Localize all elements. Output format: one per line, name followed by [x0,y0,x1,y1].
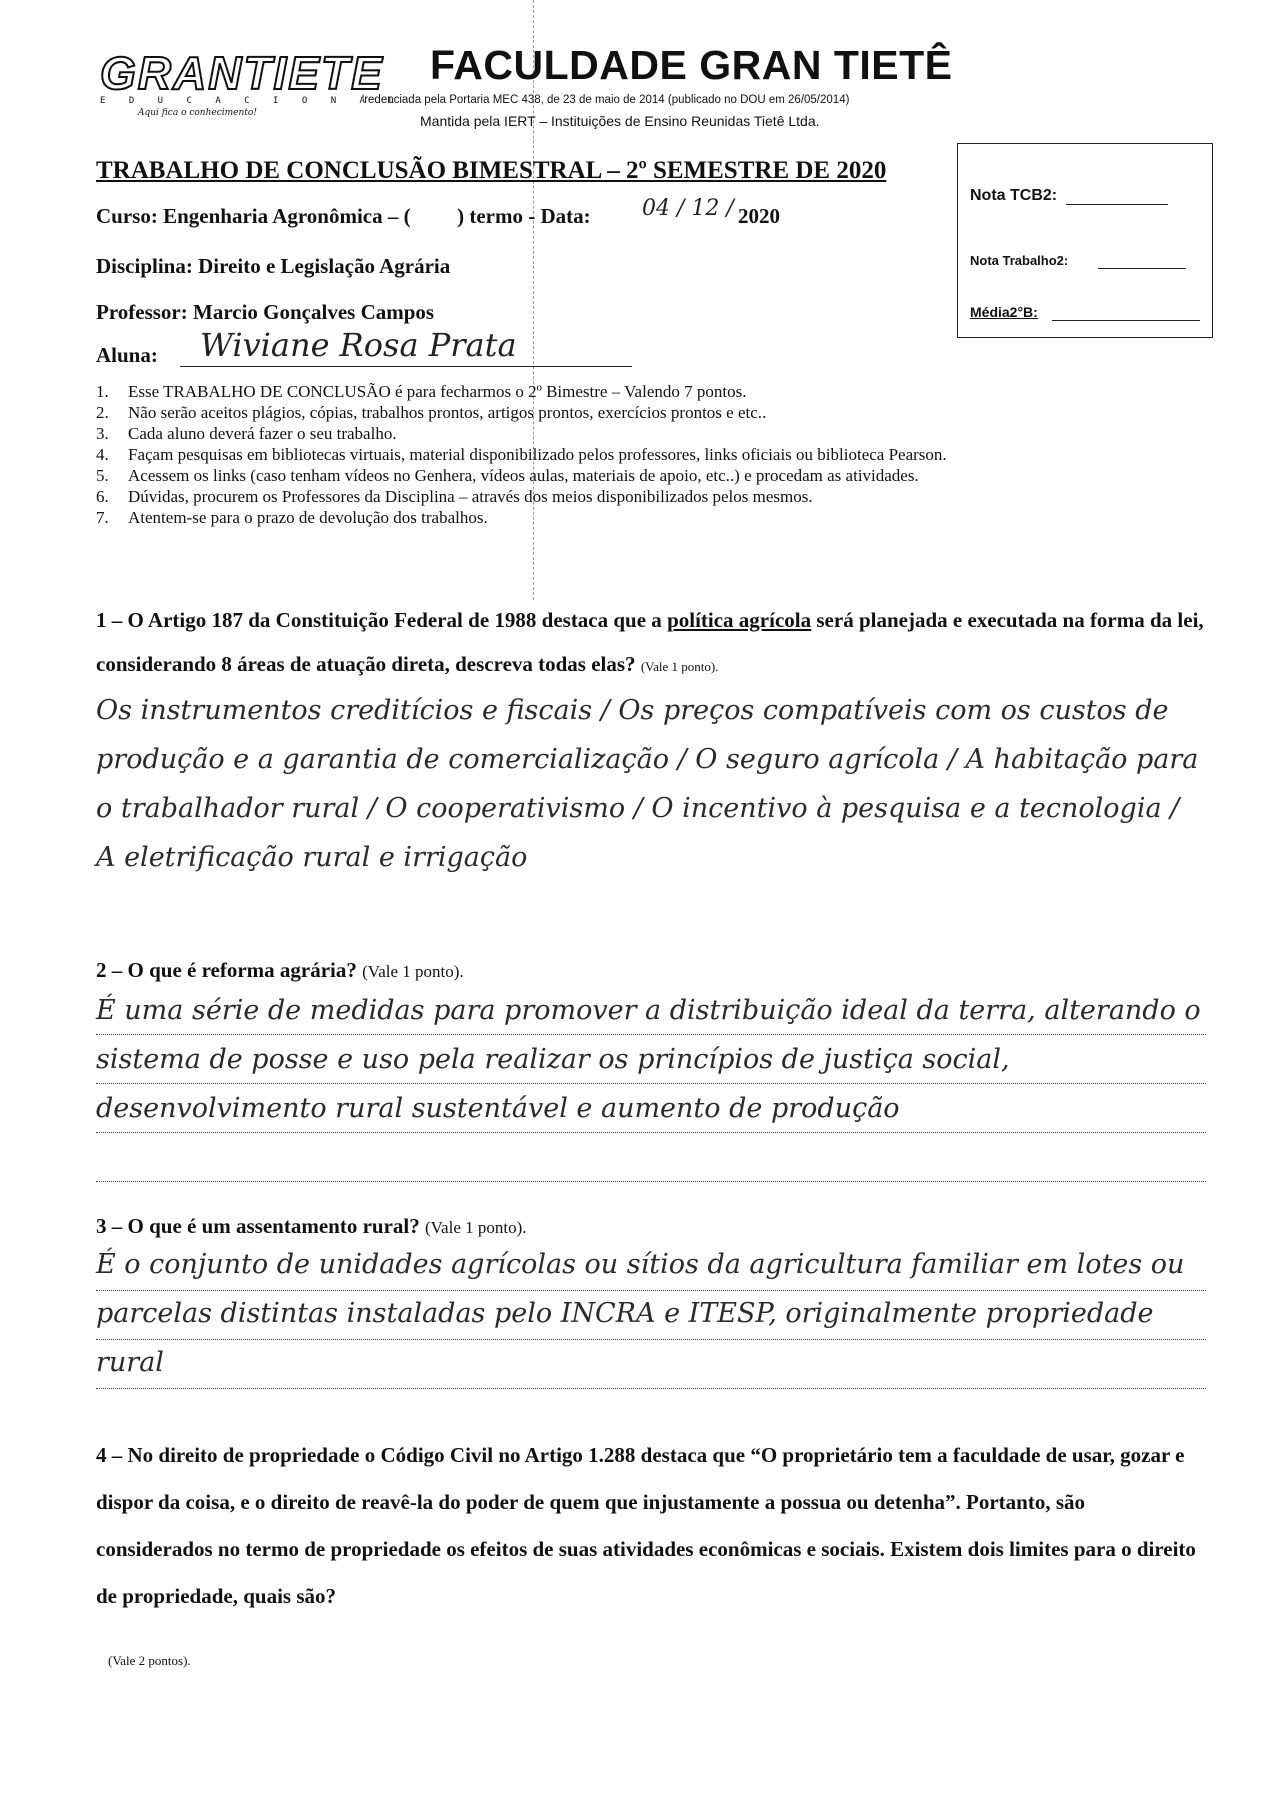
instruction-item: 1. Esse TRABALHO DE CONCLUSÃO é para fecharmos o 2º Bimestre – Valendo 7 pontos. [96,382,747,401]
question-2: 2 – O que é reforma agrária? (Vale 1 ponto). [96,958,464,982]
accreditation-text: 'redenciada pela Portaria MEC 438, de 23 de maio de 2014 (publicado no DOU em 26/05/2014) [362,94,850,106]
answer-3-line [96,1388,1206,1389]
instruction-item: 7. Atentem-se para o prazo de devolução dos trabalhos. [96,508,488,527]
grade-trabalho2-line [1098,268,1186,269]
date-year: 2020 [738,204,780,228]
course-field [96,204,591,229]
question-3-points: (Vale 1 ponto). [425,1218,527,1237]
question-2-points: (Vale 1 ponto). [362,962,464,981]
question-1-underlined: política agrícola [667,608,812,632]
grade-media-line [1052,320,1200,321]
grade-tcb2-label: Nota TCB2: [970,187,1058,204]
professor-field: Professor: Marcio Gonçalves Campos [96,300,435,324]
grade-box [957,143,1213,338]
maintainer-text: Mantida pela IERT – Instituições de Ensino Reunidas Tietê Ltda. [420,113,820,129]
instruction-item: 2. Não serão aceitos plágios, cópias, trabalhos prontos, artigos prontos, exercícios prontos e etc.. [96,403,767,422]
logo-subtitle: E D U C A C I O N A L [100,96,403,106]
question-4-points: (Vale 2 pontos). [108,1653,191,1668]
discipline-field: Disciplina: Direito e Legislação Agrária [96,254,451,278]
instruction-item: 6. Dúvidas, procurem os Professores da Disciplina – através dos meios disponibilizados pelos mesmos. [96,487,813,506]
student-label: Aluna: [96,343,158,367]
question-4: 4 – No direito de propriedade o Código Civil no Artigo 1.288 destaca que “O proprietário tem a faculdade de usar, gozar e dispor da coisa, e o direito de reavê-la do poder de quem que injustamente a possua ou detenha”. Portanto, são considerados no termo de propriedade os efeitos de suas atividades econômicas e sociais. Existem dois limites para o direito de propriedade, quais são? [96,1443,1196,1608]
instruction-item: 5. Acessem os links (caso tenham vídeos no Genhera, vídeos aulas, materiais de apoio, etc..) e procedam as atividades. [96,466,919,485]
college-logo: GRANTIETE [100,47,384,99]
page-title: TRABALHO DE CONCLUSÃO BIMESTRAL – 2º SEMESTRE DE 2020 [96,157,887,184]
answer-2-handwritten: É uma série de medidas para promover a distribuição ideal da terra, alterando o sistema de posse e uso pela realizar os princípios de justiça social, desenvolvimento rural sustentável e aumento de produção [96,995,1201,1124]
question-1: 1 – O Artigo 187 da Constituição Federal de 1988 destaca que a política agrícola será planejada e executada na forma da lei, considerando 8 áreas de atuação direta, descreva todas elas? (Vale 1 ponto). [96,608,1204,676]
date-handwritten: 04 / 12 / [642,196,734,221]
answer-3-handwritten: É o conjunto de unidades agrícolas ou sítios da agricultura familiar em lotes ou parcelas distintas instaladas pelo INCRA e ITESP, originalmente propriedade rural [96,1249,1185,1378]
instruction-item: 3. Cada aluno deverá fazer o seu trabalho. [96,424,397,443]
instruction-item: 4. Façam pesquisas em bibliotecas virtuais, material disponibilizado pelos professores, links oficiais ou biblioteca Pearson. [96,445,947,464]
college-name: FACULDADE GRAN TIETÊ [430,42,953,88]
grade-trabalho2-label: Nota Trabalho2: [970,253,1069,268]
page-fold-line [533,0,534,600]
grade-media-label: Média2°B: [970,304,1038,320]
question-1-points: (Vale 1 ponto). [640,659,719,674]
answer-1-handwritten: Os instrumentos creditícios e fiscais / Os preços compatíveis com os custos de produção e a garantia de comercialização / O seguro agrícola / A habitação para o trabalhador rural / O cooperativismo / O incentivo à pesquisa e a tecnologia / A eletrificação rural e irrigação [96,695,1199,873]
course-label: Curso: Engenharia Agronômica – ( [96,204,411,228]
term-label: ) termo - Data: [457,204,591,228]
answer-2-line [96,1181,1206,1182]
student-name-line [180,366,632,367]
logo-tagline: Aqui fica o conhecimento! [138,108,257,118]
question-3: 3 – O que é um assentamento rural? (Vale 1 ponto). [96,1214,527,1238]
student-name-handwritten: Wiviane Rosa Prata [200,326,517,364]
grade-tcb2-line [1066,204,1168,205]
